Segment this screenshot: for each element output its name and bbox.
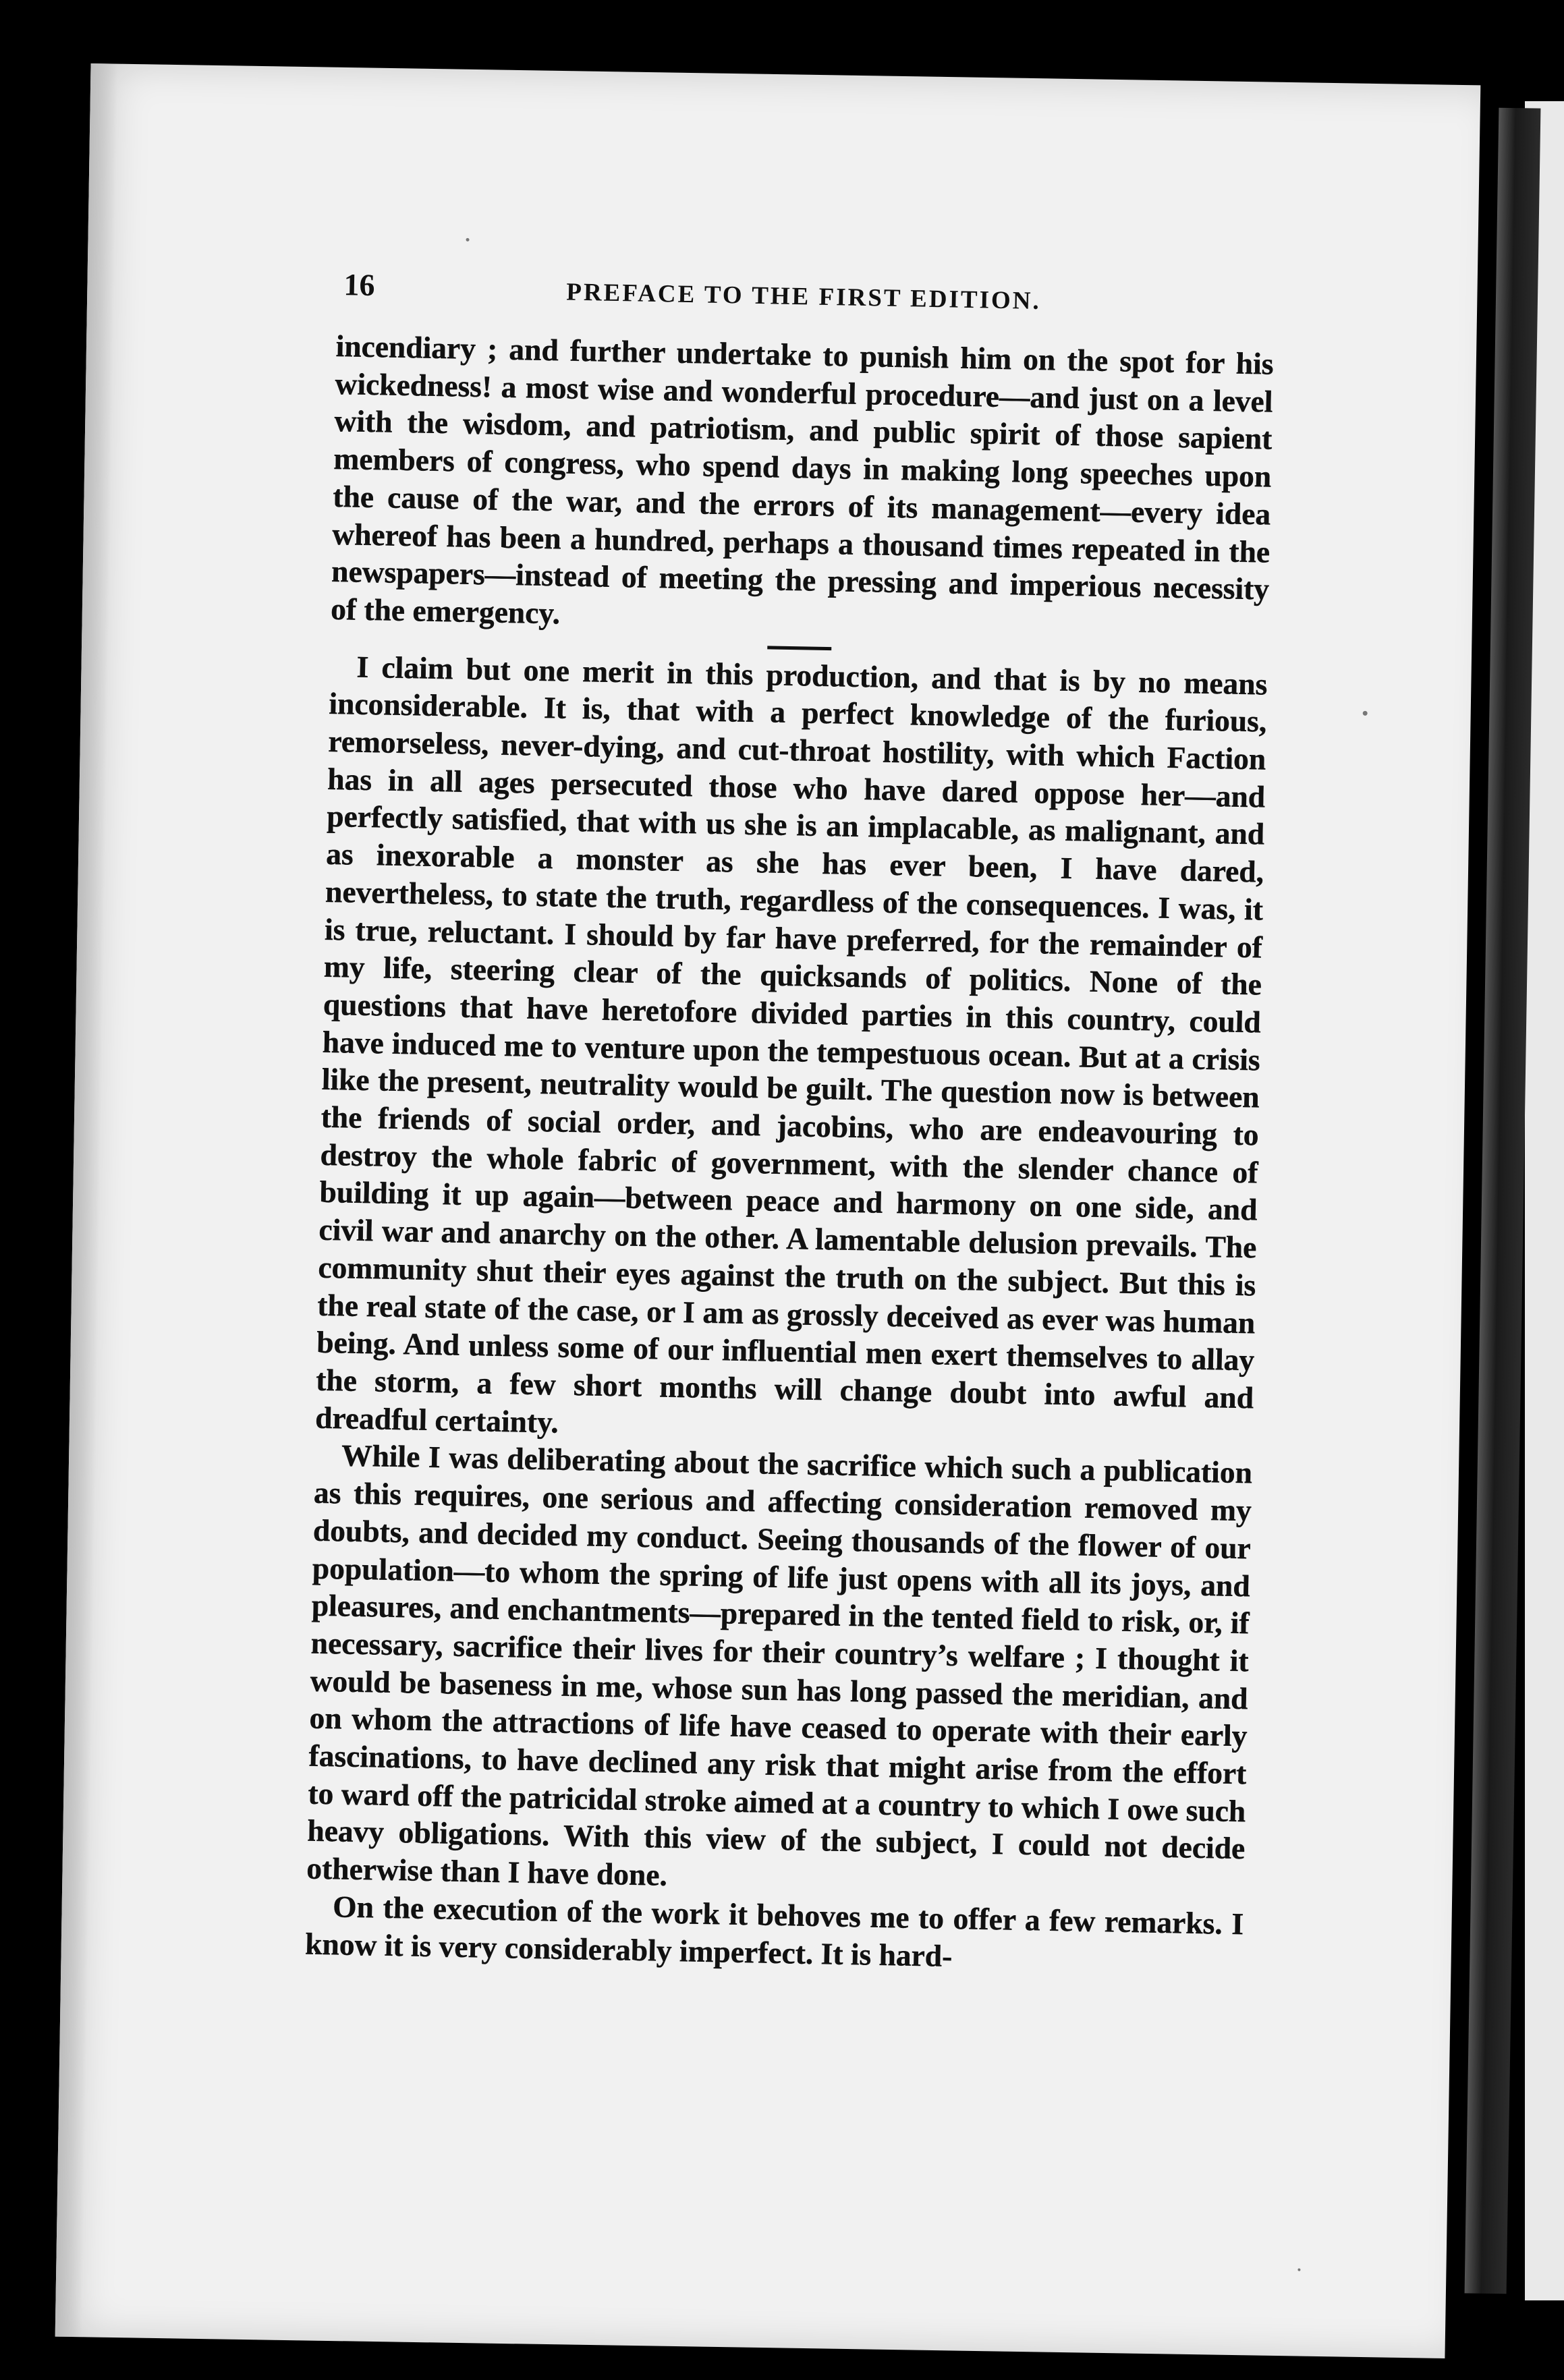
page-number: 16 — [343, 267, 375, 303]
paper-speck — [1297, 2269, 1300, 2271]
paper-speck — [466, 238, 470, 242]
body-paragraph: incendiary ; and further undertake to punish him on the spot for his wickedness! a most wise and wonderful procedure—and just on a level with the wisdom, and patriotism, and public spirit of those sapient members of congress, who spend days in making long speeches upon the cause of the war, and the errors of its management—every idea whereof has been a hundred, perhaps a thousand times repeated in the newspapers—instead of meeting the pressing and imperious necessity of the emergency. — [330, 328, 1274, 631]
paper-speck — [1363, 711, 1368, 716]
body-paragraph: While I was deliberating about the sacrifice which such a publication as this requires, one serious and affecting consideration removed my doubts, and decided my conduct. Seeing thousands of the flower of our population—to whom the spring of life just opens with all its joys, and pleasures, and enchantments—prepared in the tented field to risk, or, if necessary, sacrifice their lives for their country’s welfare ; I thought it would be baseness in me, whose sun has long passed the meridian, and on whom the attractions of life have ceased to operate with their early fascinations, to have declined any risk that might arise from the effort to ward off the patricidal stroke aimed at a country to which I owe such heavy obligations. With this view of the subject, I could not decide otherwise than I have done. — [306, 1438, 1253, 1892]
body-paragraph: I claim but one merit in this production, and that is by no means inconsiderable. It is, that with a perfect knowledge of the furious, remorseless, never-dying, and cut-throat hostility, with which Faction has in all ages persecuted those who have dared oppose her—and perfectly satisfied, that with us she is an implacable, as malignant, and as inexorable a monster as she has ever been, I have dared, nevertheless, to state the truth, regardless of the consequences. I was, it is true, reluctant. I should by far have preferred, for the remainder of my life, steering clear of the quicksands of politics. None of the questions that have heretofore divided parties in this country, could have induced me to venture upon the tempestuous ocean. But at a crisis like the present, neutrality would be guilt. The question now is between the friends of social order, and jacobins, who are endeavouring to destroy the whole fabric of government, with the slender chance of building it up again—between peace and harmony on one side, and civil war and anarchy on the other. A lamentable delusion prevails. The community shut their eyes against the truth on the subject. But this is the real state of the case, or I am as grossly deceived as ever was human being. And unless some of our influential men exert themselves to allay the storm, a few short months will change doubt into awful and dreadful certainty. — [314, 649, 1268, 1440]
body-paragraph: On the execution of the work it behoves me to offer a few remarks. I know it is very considerably imperfect. It is hard- — [304, 1889, 1244, 1973]
running-head: PREFACE TO THE FIRST EDITION. — [565, 278, 1042, 316]
section-divider — [767, 646, 831, 650]
page-text-block — [305, 266, 1275, 1980]
